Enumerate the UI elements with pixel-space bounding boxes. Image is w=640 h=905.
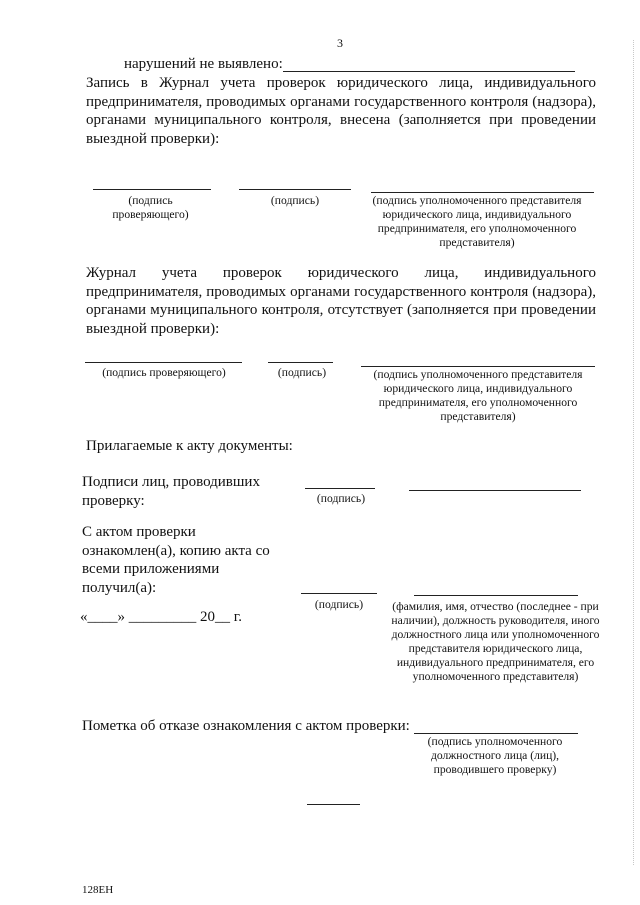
no-violations-fill-line <box>283 71 575 72</box>
acknowledgement-name-line <box>414 595 578 596</box>
refusal-label: Пометка об отказе ознакомления с актом проверки: <box>82 718 410 734</box>
scan-edge <box>632 40 634 865</box>
acknowledgement-date-line: «____» _________ 20__ г. <box>80 609 242 625</box>
inspector-signature-caption-2: (подпись проверяющего) <box>102 366 226 379</box>
inspectors-name-line <box>409 490 581 491</box>
representative-signature-line-2 <box>361 366 595 367</box>
no-violations-label: нарушений не выявлено: <box>124 56 283 72</box>
signature-caption-1: (подпись) <box>270 194 320 207</box>
acknowledgement-name-caption: (фамилия, имя, отчество (последнее - при наличии), должность руководителя, иного должностного лица или уполномоченного представителя юридического лица, индивидуального предпринимателя, его уполномоченного представителя) <box>391 600 600 683</box>
signature-line-1 <box>239 189 351 190</box>
attached-documents-label: Прилагаемые к акту документы: <box>86 438 293 454</box>
inspector-signature-caption-1: (подпись проверяющего) <box>112 194 189 221</box>
closing-line <box>307 804 360 805</box>
representative-signature-caption-2: (подпись уполномоченного представителя юридического лица, индивидуального предпринимателя, его уполномоченного представителя) <box>373 368 583 423</box>
footer-code: 128ЕН <box>82 884 114 896</box>
acknowledgement-label: С актом проверки ознакомлен(а), копию акта со всеми приложениями получил(а): <box>82 524 270 596</box>
acknowledgement-signature-caption: (подпись) <box>314 598 364 611</box>
journal-record-paragraph: Запись в Журнал учета проверок юридического лица, индивидуального предпринимателя, проводимых органами государственного контроля (надзора), органами муниципального контроля, внесена (заполняется при проведении выездной проверки): <box>86 75 596 147</box>
page-number: 3 <box>337 36 343 50</box>
inspector-signature-line-2 <box>85 362 242 363</box>
inspectors-signatures-label: Подписи лиц, проводивших проверку: <box>82 474 260 509</box>
inspectors-signature-line <box>305 488 375 489</box>
representative-signature-line-1 <box>371 192 594 193</box>
signature-line-2 <box>268 362 333 363</box>
refusal-caption: (подпись уполномоченного должностного лица (лиц), проводившего проверку) <box>427 735 563 776</box>
inspectors-signature-caption: (подпись) <box>316 492 366 505</box>
acknowledgement-signature-line <box>301 593 377 594</box>
representative-signature-caption-1: (подпись уполномоченного представителя юридического лица, индивидуального предпринимателя, его уполномоченного представителя) <box>372 194 582 249</box>
signature-caption-2: (подпись) <box>277 366 327 379</box>
refusal-signature-line <box>414 733 578 734</box>
inspector-signature-line-1 <box>93 189 211 190</box>
journal-absent-paragraph: Журнал учета проверок юридического лица, индивидуального предпринимателя, проводимых органами государственного контроля (надзора), органами муниципального контроля, отсутствует (заполняется при проведении выездной проверки): <box>86 265 596 337</box>
